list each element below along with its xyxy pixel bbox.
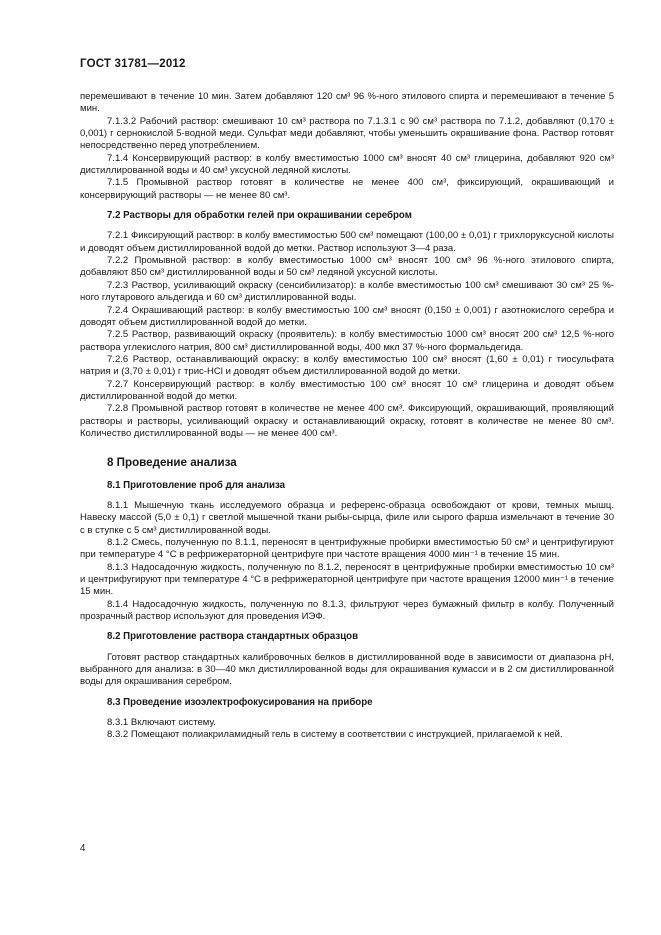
paragraph: 8.1.3 Надосадочную жидкость, полученную по 8.1.2, переносят в центрифужные пробирки вместимостью 10 см³ и центрифугируют при температуре 4 °С в рефрижераторной центрифуге при частоте вращения 12000 мин⁻¹ в течение 15 мин. [80,561,614,598]
paragraph: перемешивают в течение 10 мин. Затем добавляют 120 см³ 96 %-ного этилового спирта и перемешивают в течение 5 мин. [80,91,614,115]
paragraph: 7.2.3 Раствор, усиливающий окраску (сенсибилизатор): в колбе вместимостью 100 см³ смешивают 30 см³ 25 %-ного глутарового альдегида и 60 см³ дистиллированной воды. [80,279,614,304]
paragraph: 7.2.5 Раствор, развивающий окраску (проявитель): в колбу вместимостью 1000 см³ вносят 200 см³ 12,5 %-ного раствора углекислого натрия, 800 см³ дистиллированной воды, 400 мкл 37 %-ного формальдегида. [80,329,614,353]
paragraph: 8.3.2 Помещают полиакриламидный гель в систему в соответствии с инструкцией, прилагаемой к ней. [107,729,563,741]
paragraph: 7.2.7 Консервирующий раствор: в колбу вместимостью 100 см³ вносят 10 см³ глицерина и доводят объем дистиллированной водой до метки. [80,378,614,402]
paragraph: 8.1.4 Надосадочную жидкость, полученную по 8.1.3, фильтруют через бумажный фильтр в колбу. Полученный прозрачный раствор используют для проведения ИЭФ. [80,598,614,623]
paragraph: 7.2.4 Окрашивающий раствор: в колбу вместимостью 100 см³ вносят (0,150 ± 0,001) г азотнокислого серебра и доводят объем дистиллированной водой до метки. [80,304,614,328]
paragraph: 7.2.8 Промывной раствор готовят в количестве не менее 400 см³. Фиксирующий, окрашивающий, проявляющий растворы и растворы, усиливающий окраску и останавливающий окраску, готовят в количестве не менее 80 см³. Количество дистиллированной воды — не менее 400 см³. [80,403,614,439]
paragraph: 7.1.5 Промывной раствор готовят в количестве не менее 400 см³, фиксирующий, окрашивающий и консервирующий растворы — не менее 80 см³. [80,177,614,201]
paragraph: 8.3.1 Включают систему. [107,717,216,729]
document-body [80,91,614,742]
paragraph: 7.1.3.2 Рабочий раствор: смешивают 10 см³ раствора по 7.1.3.1 с 90 см³ раствора по 7.1.2, добавляют (0,170 ± 0,001) г сернокислой 5-водной меди. Сульфат меди добавляют, чтобы уменьшить окрашивание фона. Раствор готовят непосредственно перед употреблением. [80,115,614,152]
page-number: 4 [80,843,86,854]
section-heading: 8.3 Проведение изоэлектрофокусирования на приборе [107,696,373,708]
paragraph: 8.1.2 Смесь, полученную по 8.1.1, переносят в центрифужные пробирки вместимостью 50 см³ и центрифугируют при температуре 4 °С в рефрижераторной центрифуге при частоте вращения 4000 мин⁻¹ в течение 15 мин. [80,537,614,561]
paragraph: Готовят раствор стандартных калибровочных белков в дистиллированной воде в зависимости от диапазона pH, выбранного для анализа: в 30—40 мкл дистиллированной воды для окрашивания кумасси и в 2 см дистиллированной воды для окрашивания серебром. [80,651,614,688]
chapter-heading: 8 Проведение анализа [107,456,237,470]
paragraph: 8.1.1 Мышечную ткань исследуемого образца и референс-образца освобождают от крови, темных мышц. Навеску массой (5,0 ± 0,1) г светлой мышечной ткани рыбы-сырца, филе или сырого фарша измельчают в течение 30 с в ступке с 5 см³ дистиллированной воды. [80,499,614,536]
document-header: ГОСТ 31781—2012 [80,58,186,70]
paragraph: 7.2.6 Раствор, останавливающий окраску: в колбу вместимостью 100 см³ вносят (1,60 ± 0,01) г тиосульфата натрия и (3,70 ± 0,01) г трис-HCl и доводят объем дистиллированной водой до метки. [80,353,614,378]
section-heading: 8.1 Приготовление проб для анализа [107,479,286,491]
paragraph: 7.2.2 Промывной раствор: в колбу вместимостью 1000 см³ вносят 100 см³ 96 %-ного этилового спирта, добавляют 850 см³ дистиллированной воды и 50 см³ ледяной уксусной кислоты. [80,255,614,279]
paragraph: 7.1.4 Консервирующий раствор: в колбу вместимостью 1000 см³ вносят 40 см³ глицерина, добавляют 920 см³ дистиллированной воды и 40 см³ уксусной ледяной кислоты. [80,152,614,177]
section-heading: 8.2 Приготовление раствора стандартных образцов [107,631,359,643]
section-heading: 7.2 Растворы для обработки гелей при окрашивании серебром [107,210,412,222]
paragraph: 7.2.1 Фиксирующий раствор: в колбу вместимостью 500 см³ помещают (100,00 ± 0,01) г трихлоруксусной кислоты и доводят объем дистиллированной водой до метки. Раствор используют 3—4 раза. [80,230,614,254]
